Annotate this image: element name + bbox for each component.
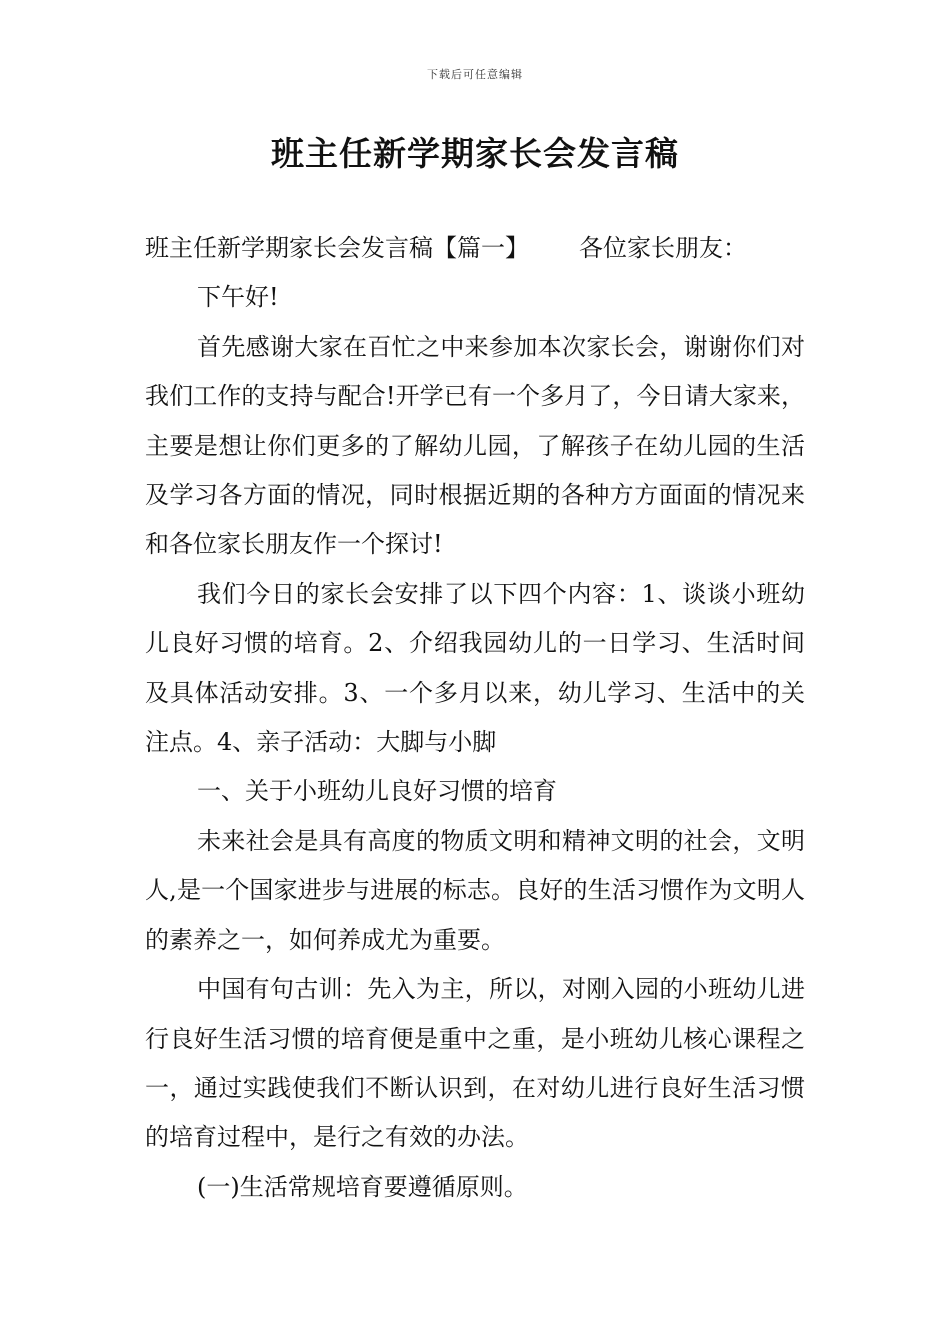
- document-title: 班主任新学期家长会发言稿: [271, 134, 679, 173]
- paragraph-greeting: 下午好!: [197, 283, 279, 312]
- paragraph-agenda: 我们今日的家长会安排了以下四个内容：1、谈谈小班幼儿良好习惯的培育。2、介绍我园幼儿的一日学习、生活时间及具体活动安排。3、一个多月以来，幼儿学习、生活中的关注点。4、亲子活动：大脚与小脚: [145, 579, 805, 757]
- salutation: 各位家长朋友：: [579, 234, 747, 262]
- intro-line: [145, 224, 805, 273]
- document-body: [145, 224, 805, 1212]
- paragraph-proverb: 中国有句古训：先入为主，所以，对刚入园的小班幼儿进行良好生活习惯的培育便是重中之重，是小班幼儿核心课程之一，通过实践使我们不断认识到，在对幼儿进行良好生活习惯的培育过程中，是行之有效的办法。: [145, 975, 805, 1152]
- header-note: 下载后可任意编辑: [427, 68, 523, 81]
- paragraph-thanks: 首先感谢大家在百忙之中来参加本次家长会，谢谢你们对我们工作的支持与配合!开学已有一个多月了，今日请大家来，主要是想让你们更多的了解幼儿园，了解孩子在幼儿园的生活及学习各方面的情况，同时根据近期的各种方方面面的情况来和各位家长朋友作一个探讨!: [145, 332, 805, 559]
- paragraph-subheading: (一)生活常规培育要遵循原则。: [197, 1172, 528, 1201]
- paragraph-section-heading: 一、关于小班幼儿良好习惯的培育: [197, 777, 557, 806]
- paragraph-civilization: 未来社会是具有高度的物质文明和精神文明的社会，文明人,是一个国家进步与进展的标志。良好的生活习惯作为文明人的素养之一，如何养成尤为重要。: [145, 826, 805, 954]
- section-heading: 班主任新学期家长会发言稿【篇一】: [145, 234, 529, 262]
